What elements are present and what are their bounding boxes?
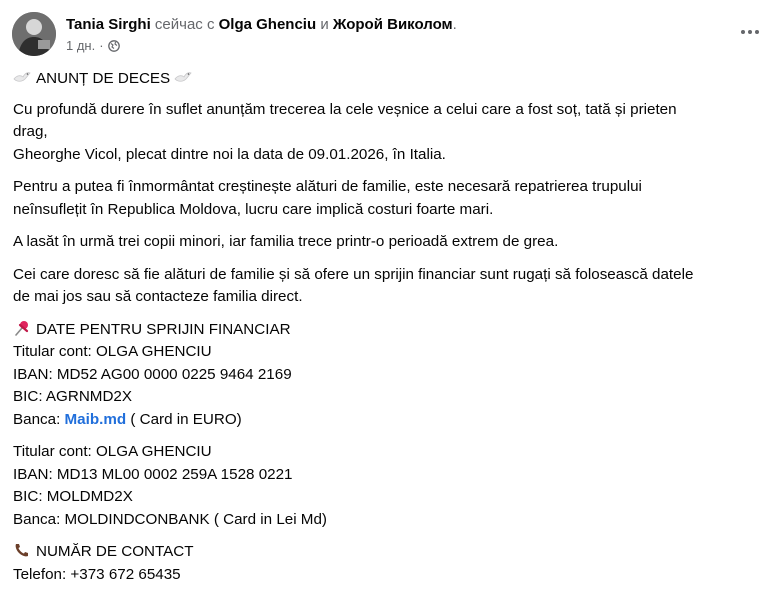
- paragraph-line: neînsuflețit în Republica Moldova, lucru care implică costuri foarte mari.: [13, 200, 494, 218]
- connector-and: и: [320, 16, 329, 33]
- more-options-icon[interactable]: [738, 20, 762, 44]
- connector-with: сейчас с: [154, 16, 215, 33]
- finance-block-1: [13, 319, 763, 432]
- paragraph-line: de mai jos sau să contacteze familia direct.: [13, 288, 303, 305]
- paragraph-line: drag,: [13, 123, 48, 140]
- post-attribution: [66, 15, 457, 35]
- paragraph-line: Cu profundă durere în suflet anunțăm trecerea la cele veșnice a celui care a fost soț, tată și prieten: [13, 100, 677, 118]
- account-bic: BIC: MOLDMD2X: [13, 488, 133, 505]
- paragraph-children: [13, 231, 763, 254]
- bank-link[interactable]: Maib.md: [64, 410, 127, 428]
- post-body: [13, 68, 763, 596]
- telephone-icon: [13, 542, 31, 558]
- paragraph-line: A lasăt în urmă trei copii minori, iar familia trece printr-o perioadă extrem de grea.: [13, 233, 559, 250]
- account-holder: Titular cont: OLGA GHENCIU: [13, 443, 212, 460]
- bank-prefix: Banca:: [13, 410, 65, 428]
- meta-separator: ·: [99, 38, 104, 53]
- account-iban: IBAN: MD52 AG00 0000 0225 9464 2169: [13, 365, 292, 383]
- post-header: [12, 12, 764, 58]
- paragraph-announcement: [13, 99, 763, 167]
- finance-heading-text: DATE PENTRU SPRIJIN FINANCIAR: [36, 320, 291, 338]
- paragraph-repatriation: [13, 176, 763, 221]
- paragraph-line: Pentru a putea fi înmormântat creștinește alături de familie, este necesară repatrierea trupului: [13, 178, 642, 195]
- post-timestamp[interactable]: 1 дн.: [66, 38, 96, 53]
- attribution-period: .: [452, 16, 457, 33]
- tagged-person-2[interactable]: Жорой Виколом: [332, 16, 453, 33]
- phone-number: Telefon: +373 672 65435: [13, 565, 181, 583]
- globe-icon[interactable]: [108, 40, 120, 52]
- dove-icon: [174, 69, 192, 85]
- contact-heading: [13, 541, 763, 564]
- pushpin-icon: [13, 320, 31, 336]
- paragraph-line: Cei care doresc să fie alături de familie și să ofere un sprijin financiar sunt rugați să folosească datele: [13, 265, 694, 283]
- contact-heading-text: NUMĂR DE CONTACT: [36, 543, 194, 560]
- account-bank: Banca: MOLDINDCONBANK ( Card in Lei Md): [13, 510, 327, 528]
- title-text: ANUNȚ DE DECES: [36, 70, 171, 87]
- finance-block-2: [13, 441, 763, 531]
- contact-block: [13, 541, 763, 586]
- author-avatar[interactable]: [12, 12, 56, 56]
- finance-heading: [13, 319, 763, 342]
- bank-suffix: ( Card in EURO): [126, 410, 242, 428]
- paragraph-line: Gheorghe Vicol, plecat dintre noi la data de 09.01.2026, în Italia.: [13, 145, 446, 163]
- tagged-person-1[interactable]: Olga Ghenciu: [218, 16, 317, 33]
- account-iban: IBAN: MD13 ML00 0002 259A 1528 0221: [13, 465, 293, 483]
- announcement-title: [13, 68, 763, 91]
- dove-icon: [13, 69, 31, 85]
- account-bic: BIC: AGRNMD2X: [13, 388, 132, 405]
- account-bank: [13, 409, 763, 432]
- author-name[interactable]: Tania Sirghi: [66, 16, 151, 33]
- account-holder: Titular cont: OLGA GHENCIU: [13, 343, 212, 360]
- paragraph-support-request: [13, 264, 763, 309]
- post-meta: [66, 38, 120, 54]
